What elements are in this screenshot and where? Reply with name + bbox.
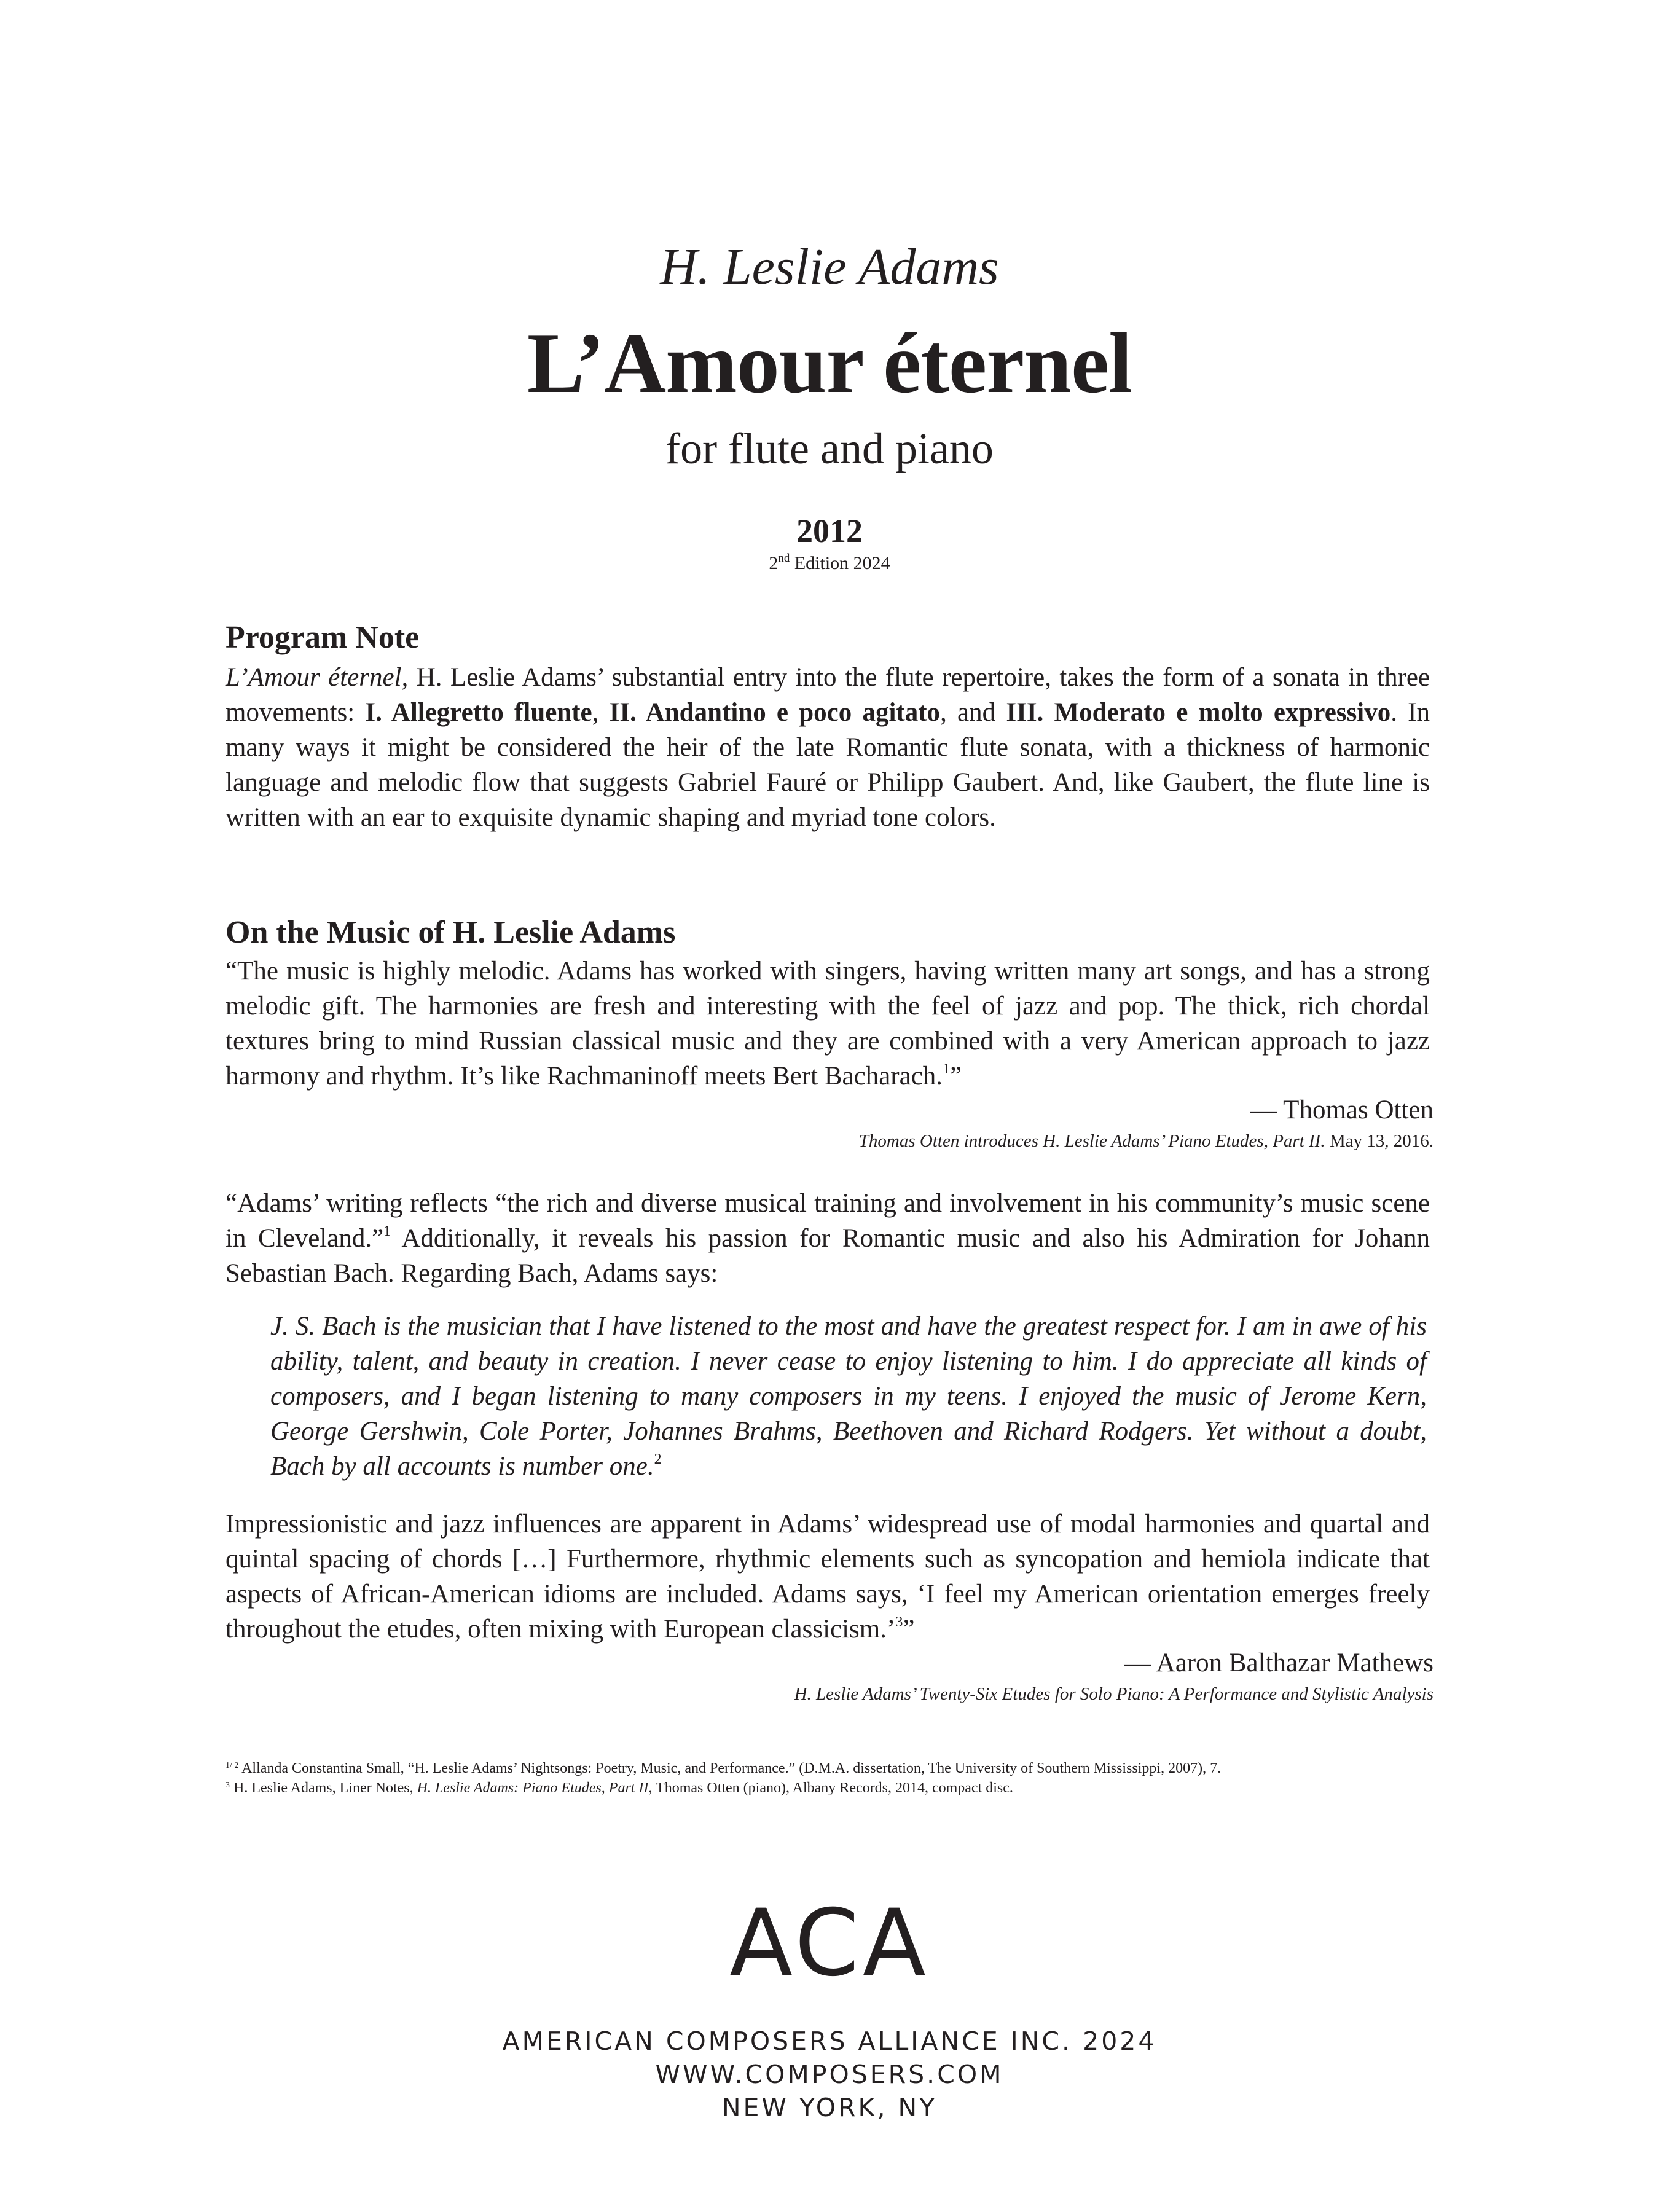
mathews-attribution: — Aaron Balthazar Mathews [1124,1649,1433,1677]
work-title: L’Amour éternel [527,316,1132,411]
otten-quote-close: ” [950,1062,962,1091]
impressionism-paragraph [226,1507,1430,1647]
impression-text: Impressionistic and jazz influences are apparent in Adams’ widespread use of modal harmonies and quartal and quintal spacing of chords […] Furthermore, rhythmic elements such as syncopation and hemiola indicate that aspects of African-American idioms are included. Adams says, ‘I feel my American orientation emerges freely throughout the etudes, often mixing with European classicism.’ [226,1510,1430,1644]
adams-paragraph [226,1186,1430,1291]
edition-line [0,552,1659,575]
sep-1: , [592,698,610,727]
otten-source-title: Thomas Otten introduces H. Leslie Adams’ Piano Etudes, Part II. [858,1131,1325,1151]
sep-2: , and [940,698,1006,727]
footnote-3-text-b: , Thomas Otten (piano), Albany Records, 2014, compact disc. [648,1780,1013,1796]
otten-source [859,1129,1433,1153]
otten-attribution: — Thomas Otten [1250,1096,1433,1124]
footnote-ref-1: 1 [943,1061,951,1077]
composer-name: H. Leslie Adams [660,238,999,296]
mathews-source: H. Leslie Adams’ Twenty-Six Etudes for Solo Piano: A Performance and Stylistic Analysis [794,1684,1433,1704]
otten-quote [226,954,1430,1094]
otten-quote-text: “The music is highly melodic. Adams has worked with singers, having written many art songs, and has a strong melodic gift. The harmonies are fresh and interesting with the feel of jazz and pop. The thick, rich chordal textures bring to mind Russian classical music and they are combined with a very American approach to jazz harmony and rhythm. It’s like Rachmaninoff meets Bert Bacharach. [226,957,1430,1091]
otten-source-date: May 13, 2016. [1325,1131,1433,1151]
movement-3: III. Moderato e molto expressivo [1006,698,1391,727]
publisher-location: NEW YORK, NY [721,2093,938,2122]
aca-logo: ACA [729,1890,930,1997]
bach-quote [270,1309,1427,1484]
adams-para-a: “Adams’ writing reflects “the rich and diverse musical training and involvement in his community’s music scene in Cleveland.” [226,1189,1430,1253]
program-note-text-b: . In many ways it might be considered the heir of the late Romantic flute sonata, with a thickness of harmonic language and melodic flow that suggests Gabriel Fauré or Philipp Gaubert. And, like Gaubert, the flute line is written with an ear to exquisite dynamic shaping and myriad tone colors. [226,698,1430,832]
bach-quote-text: J. S. Bach is the musician that I have listened to the most and have the greatest respect for. I am in awe of his ability, talent, and beauty in creation. I never cease to enjoy listening to him. I do appreciate all kinds of composers, and I began listening to many composers in my teens. I enjoyed the music of Jerome Kern, George Gershwin, Cole Porter, Johannes Brahms, Beethoven and Richard Rodgers. Yet without a doubt, Bach by all accounts is number one. [270,1312,1427,1481]
impression-close: ” [903,1615,915,1644]
footnote-ref-1b: 1 [383,1223,391,1239]
footnote-3 [226,1778,1430,1798]
program-note-text [226,660,1430,835]
edition-ordinal: 2 [769,553,779,573]
footnote-1-2-mark: 1/ 2 [226,1761,239,1770]
program-note-heading: Program Note [226,620,420,655]
publisher-name: AMERICAN COMPOSERS ALLIANCE INC. 2024 [502,2026,1157,2056]
adams-para-b: Additionally, it reveals his passion for Romantic music and also his Admiration for Johann Sebastian Bach. Regarding Bach, Adams says: [226,1224,1430,1288]
instrumentation: for flute and piano [665,424,994,473]
movement-2: II. Andantino e poco agitato [609,698,941,727]
edition-suffix: nd [778,552,790,565]
on-music-heading: On the Music of H. Leslie Adams [226,915,676,950]
footnote-3-text-a: H. Leslie Adams, Liner Notes, [230,1780,417,1796]
footnote-ref-2: 2 [654,1451,662,1467]
footnote-3-title: H. Leslie Adams: Piano Etudes, Part II [417,1780,649,1796]
program-note-text-a: H. Leslie Adams’ substantial entry into the flute repertoire, takes the form of a sonata in three movements: [226,663,1430,727]
footnote-3-mark: 3 [226,1781,230,1790]
edition-rest: Edition 2024 [794,553,890,573]
footnote-1-2-text: Allanda Constantina Small, “H. Leslie Adams’ Nightsongs: Poetry, Music, and Performance.” (D.M.A. dissertation, The University of Southern Mississippi, 2007), 7. [238,1760,1222,1776]
footnote-1-2 [226,1759,1430,1778]
composition-year: 2012 [796,512,863,549]
footnotes [226,1759,1430,1798]
footnote-ref-3: 3 [895,1614,903,1630]
publisher-website: WWW.COMPOSERS.COM [655,2060,1004,2089]
program-note-title: L’Amour éternel, [226,663,409,692]
movement-1: I. Allegretto fluente [365,698,592,727]
